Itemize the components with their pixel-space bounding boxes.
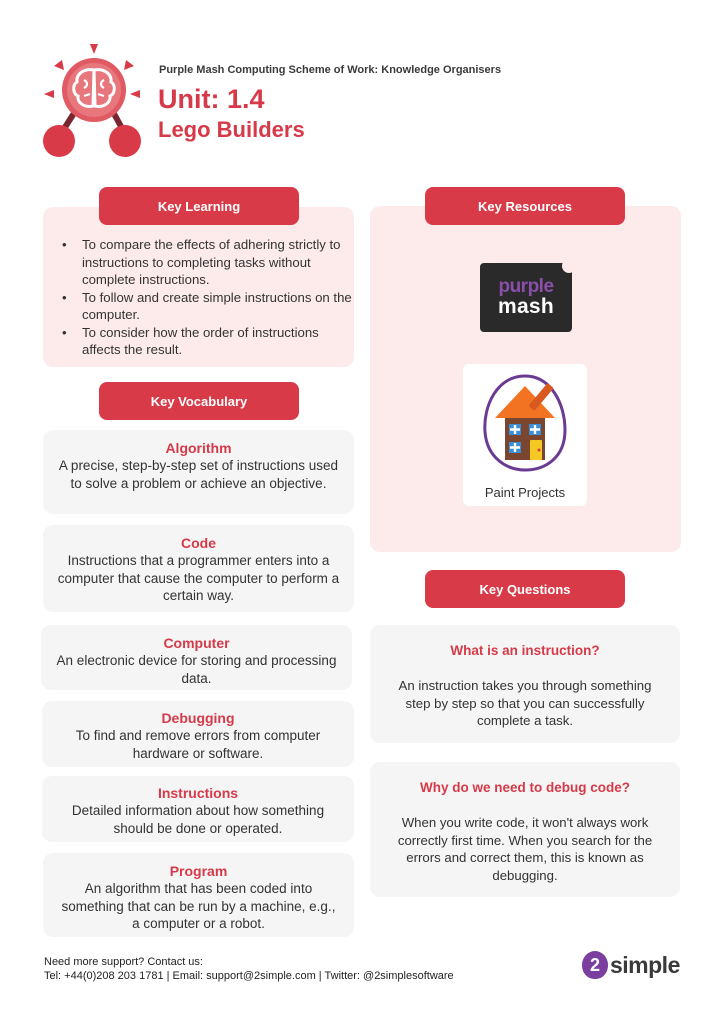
key-learning-list xyxy=(62,236,352,359)
question-card xyxy=(370,625,680,743)
question-answer: When you write code, it won't always work correctly first time. When you search for the errors and correct them, this is known as debugging. xyxy=(397,815,653,883)
question-title: What is an instruction? xyxy=(450,643,600,658)
question-card xyxy=(370,762,680,897)
bullet-icon: • xyxy=(62,289,67,305)
bullet-icon: • xyxy=(62,237,67,252)
vocab-term: Instructions xyxy=(157,785,239,801)
vocab-card-instructions xyxy=(42,776,354,842)
scheme-title: Purple Mash Computing Scheme of Work: Knowledge Organisers xyxy=(159,64,502,76)
vocab-card-algorithm xyxy=(43,430,354,514)
learning-item: • To consider how the order of instructions affects the result. xyxy=(62,324,319,357)
logo-word-purple: purple xyxy=(498,275,554,297)
vocab-term: Program xyxy=(169,863,228,879)
resource-paint-projects[interactable] xyxy=(463,364,587,506)
unit-number: Unit: 1.4 xyxy=(158,84,265,114)
question-answer: An instruction takes you through something step by step so that you can successfully complete a task. xyxy=(398,678,652,728)
learning-item: • To follow and create simple instructions on the computer. xyxy=(62,289,352,322)
logo-word-mash: mash xyxy=(497,294,555,318)
brand-word: simple xyxy=(610,951,680,978)
vocab-card-program xyxy=(43,853,354,937)
bullet-icon: • xyxy=(62,324,67,340)
bite-mark xyxy=(562,259,576,273)
key-learning-heading: Key Learning xyxy=(99,187,299,225)
learning-item: • To compare the effects of adhering strictly to instructions to completing tasks without complete instructions. xyxy=(62,237,341,287)
brand-badge: 2 xyxy=(582,951,608,979)
vocab-card-code xyxy=(43,525,354,612)
unit-name: Lego Builders xyxy=(158,117,305,142)
vocab-definition: Detailed information about how something should be done or operated. xyxy=(71,803,325,836)
key-questions-heading: Key Questions xyxy=(425,570,625,608)
vocab-definition: An algorithm that has been coded into something that can be run by a machine, e.g., a computer or a robot. xyxy=(61,881,336,931)
support-text: Need more support? Contact us: xyxy=(44,956,203,968)
vocab-term: Algorithm xyxy=(165,440,232,456)
key-resources-heading: Key Resources xyxy=(425,187,625,225)
purple-mash-logo xyxy=(480,263,572,332)
vocab-definition: Instructions that a programmer enters into a computer that cause the computer to perform a certain way. xyxy=(57,553,340,603)
brain-lightbulb-icon xyxy=(40,40,144,160)
key-vocabulary-heading: Key Vocabulary xyxy=(99,382,299,420)
house-paint-icon xyxy=(479,370,571,474)
vocab-definition: To find and remove errors from computer hardware or software. xyxy=(75,728,321,761)
contact-line: Tel: +44(0)208 203 1781 | Email: support@2simple.com | Twitter: @2simplesoftware xyxy=(44,970,454,982)
vocab-definition: An electronic device for storing and processing data. xyxy=(56,653,337,686)
resource-label: Paint Projects xyxy=(484,485,566,500)
vocab-definition: A precise, step-by-step set of instructions used to solve a problem or achieve an objective. xyxy=(58,458,339,491)
2simple-logo xyxy=(582,951,680,979)
vocab-card-computer xyxy=(41,625,352,690)
vocab-term: Debugging xyxy=(161,710,235,726)
vocab-term: Computer xyxy=(163,635,230,651)
question-title: Why do we need to debug code? xyxy=(419,780,630,795)
vocab-card-debugging xyxy=(42,701,354,767)
vocab-term: Code xyxy=(181,535,216,551)
